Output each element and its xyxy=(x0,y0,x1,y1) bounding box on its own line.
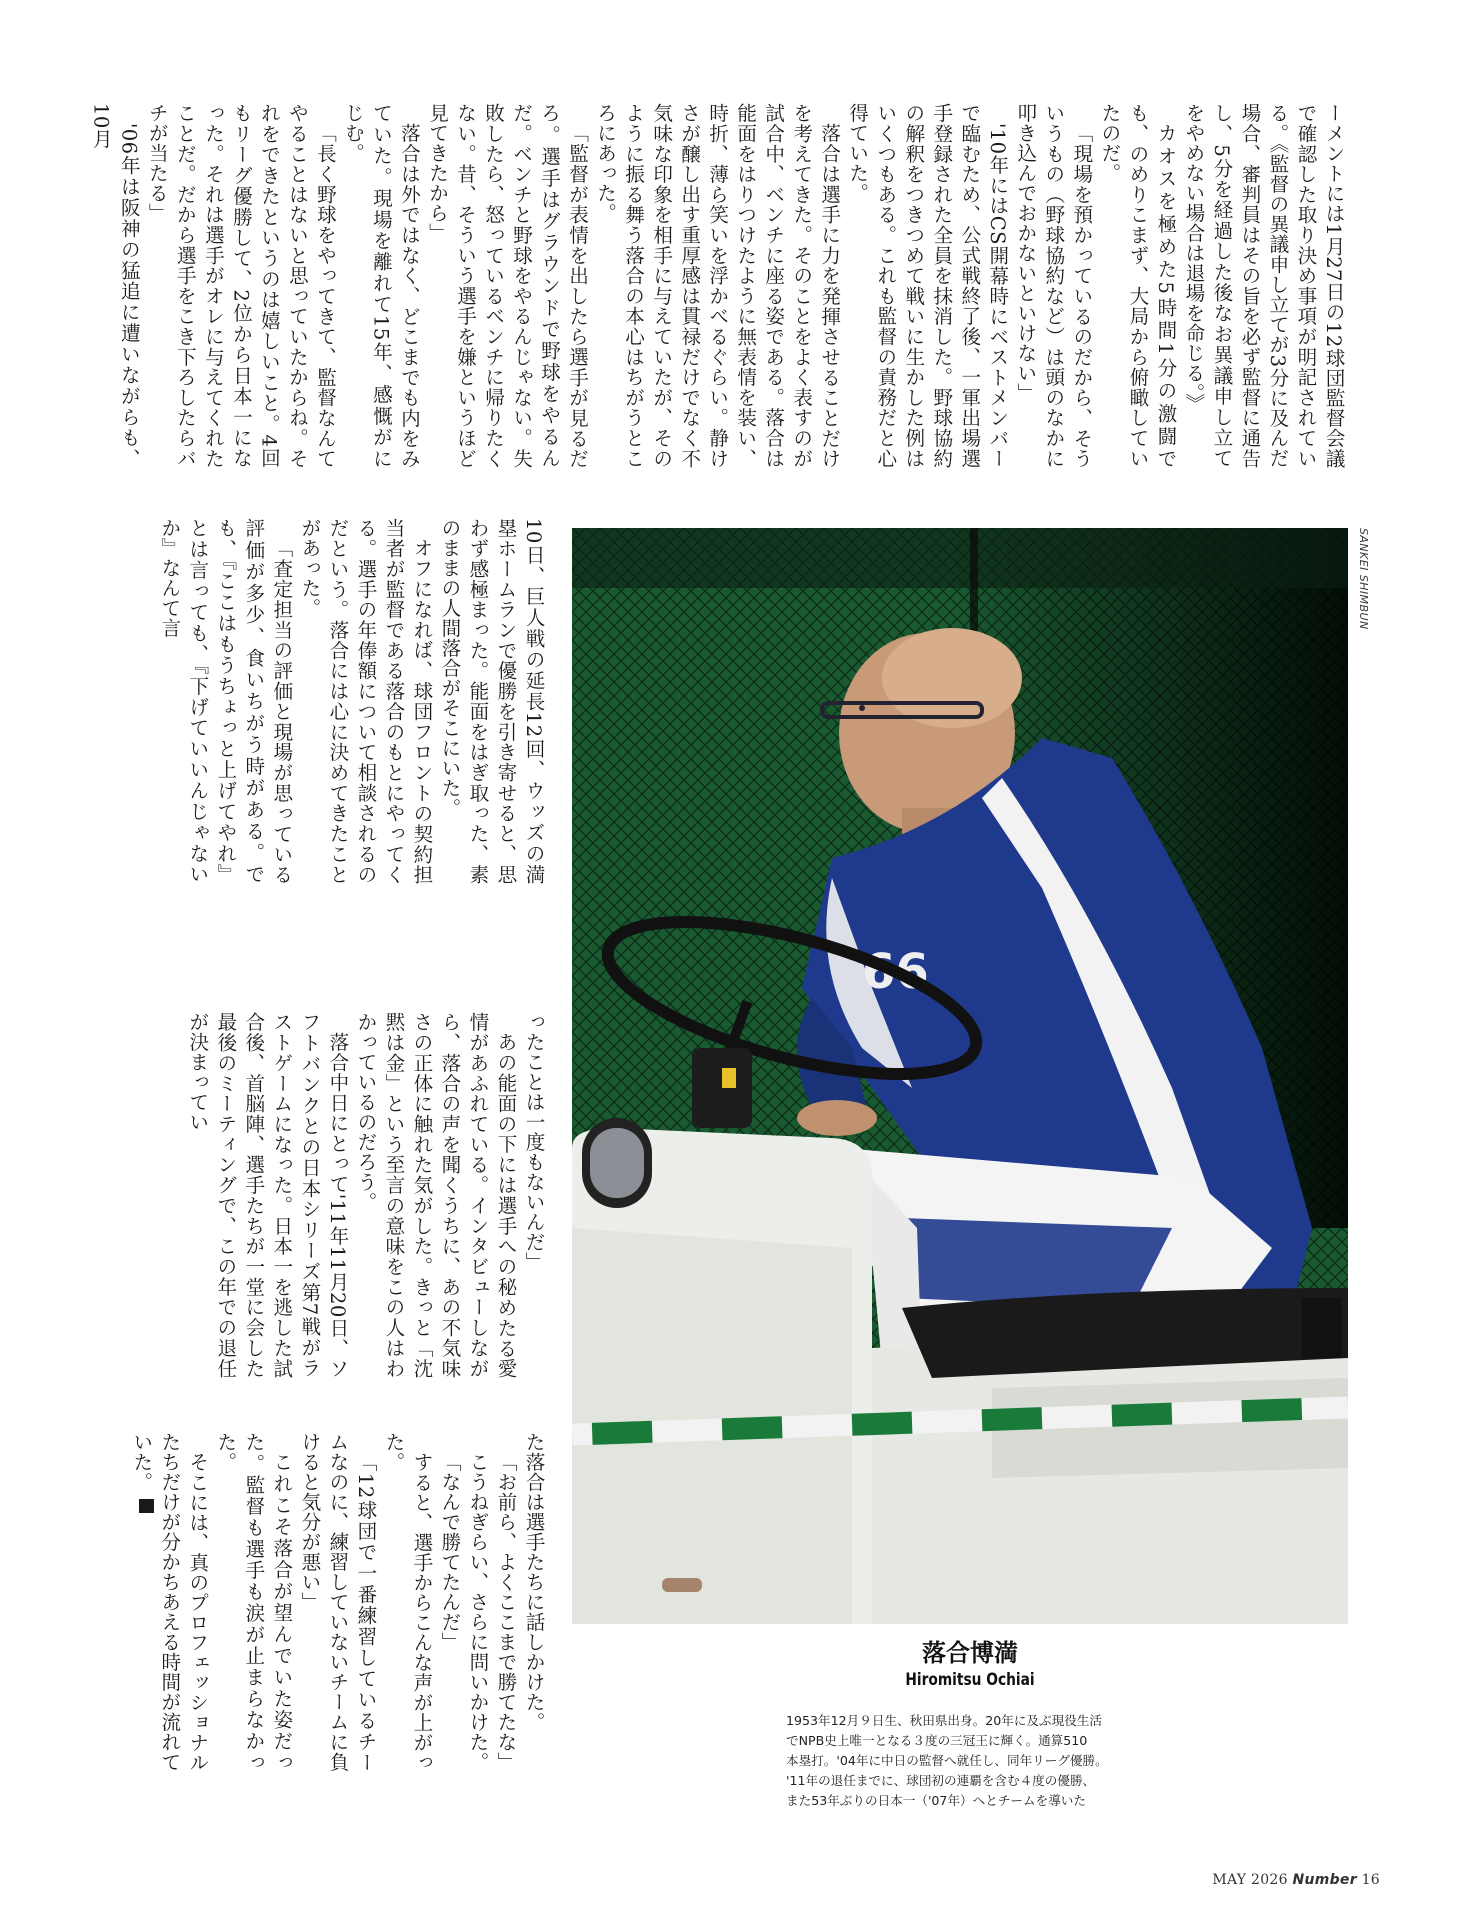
photo-credit: SANKEI SHIMBUN xyxy=(1357,528,1370,630)
article-paragraph: 「監督が表情を出したら選手が見るだろ。選手はグラウンドで野球をやるんだ。ベンチと野球をやるんじゃない。失敗したら、怒っているベンチに帰りたくない。昔、そういう選手を嫌というほど見てきたから」 xyxy=(425,103,589,468)
photo-manager-on-cart-icon xyxy=(572,528,1348,1624)
article-paragraph: そこには、真のプロフェッショナルたちだけが分かちあえる時間が流れていた。 xyxy=(129,1432,209,1772)
profile-name-en: Hiromitsu Ochiai xyxy=(905,1670,1035,1690)
article-paragraph: ーメントには1月27日の12球団監督会議で確認した取り決め事項が明記されている。《監督の異議申し立てが3分に及んだ場合、審判員はその旨を必ず監督に通告し、5分を経過した後なお異議申し立てをやめない場合は退場を命じる。》 xyxy=(1181,103,1345,468)
article-paragraph: 落合は選手に力を発揮させることだけを考えてきた。そのことをよく表すのが試合中、ベンチに座る姿である。落合は能面をはりつけたように無表情を装い、時折、薄ら笑いを浮かべるぐらい。静けさが醸し出す重厚感は貫禄だけでなく不気味な印象を相手に与えていたが、そのように振る舞う落合の本心はちがうところにあった。 xyxy=(593,103,841,468)
bio-line: 本塁打。'04年に中日の監督へ就任し、同年リーグ優勝。 xyxy=(786,1752,1108,1768)
article-paragraph: 「長く野球をやってきて、監督なんてやることはないと思っていたからね。それをできたというのは嬉しいこと。4回もリーグ優勝して、2位から日本一になった。それは選手がオレに与えてくれたことだ。だから選手をこき下ろしたらバチが当たる」 xyxy=(145,103,337,468)
article-column-middle xyxy=(117,518,547,884)
article-paragraph: 「お前ら、よくここまで勝てたな」 xyxy=(493,1451,517,1772)
manager-photo xyxy=(572,528,1348,1624)
article-column-lower xyxy=(117,1012,547,1378)
profile-bio xyxy=(786,1711,1170,1810)
bio-line: '11年の退任までに、球団初の連覇を含む４度の優勝、 xyxy=(786,1772,1096,1788)
page-footer xyxy=(1212,1872,1380,1888)
article-paragraph: オフになれば、球団フロントの契約担当者が監督である落合のもとにやってくる。選手の年俸額について相談されるのだという。落合には心に決めてきたことがあった。 xyxy=(297,518,433,884)
article-paragraph: これこそ落合が望んでいた姿だった。監督も選手も涙が止まらなかった。 xyxy=(213,1432,293,1772)
jersey-number: 66 xyxy=(862,944,929,1000)
issue-date: MAY 2026 xyxy=(1212,1872,1288,1888)
article-paragraph: 10日、巨人戦の延長12回、ウッズの満塁ホームランで優勝を引き寄せると、思わず感極まった。能面をはぎ取った、素のままの人間落合がそこにいた。 xyxy=(437,518,545,884)
article-paragraph: '06年は阪神の猛追に遭いながらも、10月 xyxy=(89,103,141,468)
article-paragraph: 落合は外ではなく、どこまでも内をみていた。現場を離れて15年、感慨がにじむ。 xyxy=(341,103,421,468)
article-paragraph: 「現場を預かっているのだから、そういうもの（野球協約など）は頭のなかに叩き込んでおかないといけない」 xyxy=(1013,103,1093,468)
bio-line: でNPB史上唯一となる３度の三冠王に輝く。通算510 xyxy=(786,1732,1088,1748)
article-column-bottom xyxy=(117,1432,547,1772)
article-paragraph: '10年にはCS開幕時にベストメンバーで臨むため、公式戦終了後、一軍出場選手登録された全員を抹消した。野球協約の解釈をつきつめて戦いに生かした例はいくつもある。これも監督の責務だと心得ていた。 xyxy=(845,103,1009,468)
article-paragraph: た落合は選手たちに話しかけた。 xyxy=(522,1432,545,1732)
article-column-top xyxy=(89,103,1347,468)
bio-line: 1953年12月９日生、秋田県出身。20年に及ぶ現役生活 xyxy=(786,1713,1102,1728)
end-mark-icon xyxy=(139,1499,154,1514)
page-number: 16 xyxy=(1361,1872,1380,1888)
article-paragraph: 「12球団で一番練習しているチームなのに、練習していないチームに負けると気分が悪い」 xyxy=(297,1432,377,1772)
article-paragraph: ったことは一度もないんだ」 xyxy=(522,1012,545,1272)
magazine-name: Number xyxy=(1292,1872,1357,1888)
bio-line: また53年ぶりの日本一（'07年）へとチームを導いた xyxy=(786,1792,1086,1808)
article-paragraph: 「なんで勝てたんだ」 xyxy=(437,1451,461,1652)
article-paragraph: 落合中日にとって'11年11月20日、ソフトバンクとの日本シリーズ第7戦がラストゲームになった。日本一を逃した試合後、首脳陣、選手たちが一堂に会した最後のミーティングで、この年での退任が決まってい xyxy=(185,1012,349,1378)
article-paragraph: こうねぎらい、さらに問いかけた。 xyxy=(465,1451,489,1772)
article-paragraph: あの能面の下には選手への秘めたる愛情があふれている。インタビューしながら、落合の声を聞くうちに、あの不気味さの正体に触れた気がした。きっと「沈黙は金」という至言の意味をこの人はわかっているのだろう。 xyxy=(353,1012,517,1378)
article-paragraph: 「査定担当の評価と現場が思っている評価が多少、食いちがう時がある。でも、『ここはもうちょっと上げてやれ』とは言っても、『下げていいんじゃないか』なんて言 xyxy=(157,518,293,884)
article-paragraph: カオスを極めた5時間1分の激闘でも、のめりこまず、大局から俯瞰していたのだ。 xyxy=(1097,103,1177,468)
profile-name-jp: 落合博満 xyxy=(922,1639,1018,1667)
article-paragraph: すると、選手からこんな声が上がった。 xyxy=(381,1432,433,1772)
